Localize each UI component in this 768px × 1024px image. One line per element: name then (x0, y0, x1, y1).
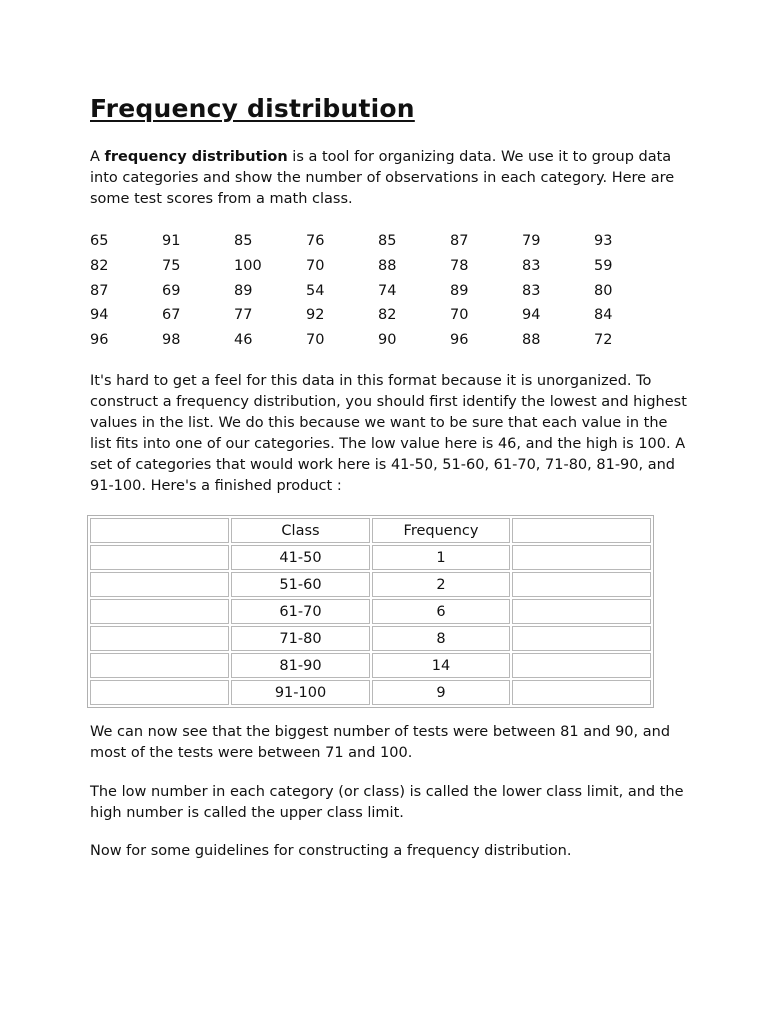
score-cell: 77 (234, 307, 253, 324)
score-cell: 90 (378, 332, 397, 349)
score-cell: 94 (90, 307, 109, 324)
empty-cell (512, 518, 651, 543)
empty-cell (512, 626, 651, 651)
score-cell: 75 (162, 257, 181, 274)
score-cell: 83 (522, 282, 541, 299)
empty-cell (90, 572, 229, 597)
empty-cell (512, 572, 651, 597)
score-cell: 46 (234, 332, 253, 349)
frequency-cell: Frequency (372, 518, 510, 543)
table-row (90, 572, 651, 597)
score-cell: 54 (306, 282, 325, 299)
score-cell: 88 (378, 257, 397, 274)
score-row (90, 279, 666, 304)
empty-cell (512, 545, 651, 570)
empty-cell (512, 653, 651, 678)
class-cell: 61-70 (231, 599, 370, 624)
score-cell: 67 (162, 307, 181, 324)
score-cell: 84 (594, 307, 613, 324)
empty-cell (90, 599, 229, 624)
class-cell: 51-60 (231, 572, 370, 597)
score-cell: 70 (450, 307, 469, 324)
conclusion-paragraph: We can now see that the biggest number of tests were between 81 and 90, and most of the tests were between 71 and 100. (90, 724, 671, 761)
score-cell: 100 (234, 257, 262, 274)
table-row (90, 545, 651, 570)
intro-bold-term: frequency distribution (104, 149, 288, 165)
score-cell: 59 (594, 257, 613, 274)
empty-cell (90, 680, 229, 705)
score-cell: 89 (234, 282, 253, 299)
score-cell: 76 (306, 233, 325, 249)
frequency-table (87, 515, 654, 708)
class-cell: 81-90 (231, 653, 370, 678)
empty-cell (512, 680, 651, 705)
score-cell: 96 (90, 332, 109, 349)
score-cell: 85 (234, 233, 253, 249)
score-cell: 70 (306, 257, 325, 274)
intro-rest: is a tool for organizing data. We use it to group data into categories and show the number of observations in each category. Here are some test scores from a math class. (90, 149, 675, 207)
score-cell: 94 (522, 307, 541, 324)
empty-cell (90, 653, 229, 678)
intro-prefix: A (90, 149, 105, 165)
score-row (90, 254, 666, 279)
guidelines-intro-paragraph: Now for some guidelines for constructing a frequency distribution. (90, 843, 572, 859)
class-cell: Class (231, 518, 370, 543)
class-cell: 41-50 (231, 545, 370, 570)
empty-cell (90, 518, 229, 543)
frequency-cell: 1 (372, 545, 510, 570)
score-cell: 93 (594, 233, 613, 249)
score-cell: 82 (90, 257, 109, 274)
score-cell: 74 (378, 282, 397, 299)
score-cell: 87 (90, 282, 109, 299)
score-cell: 65 (90, 233, 109, 249)
score-row (90, 328, 666, 353)
empty-cell (90, 545, 229, 570)
score-cell: 87 (450, 233, 469, 249)
table-header-row (90, 518, 651, 543)
score-cell: 92 (306, 307, 325, 324)
score-cell: 70 (306, 332, 325, 349)
score-cell: 72 (594, 332, 613, 349)
empty-cell (90, 626, 229, 651)
score-cell: 89 (450, 282, 469, 299)
score-cell: 69 (162, 282, 181, 299)
table-row (90, 626, 651, 651)
class-limit-paragraph: The low number in each category (or class) is called the lower class limit, and the high number is called the upper class limit. (90, 784, 684, 821)
class-cell: 91-100 (231, 680, 370, 705)
score-cell: 88 (522, 332, 541, 349)
score-cell: 82 (378, 307, 397, 324)
frequency-cell: 6 (372, 599, 510, 624)
score-cell: 83 (522, 257, 541, 274)
score-cell: 80 (594, 282, 613, 299)
score-cell: 85 (378, 233, 397, 249)
score-cell: 91 (162, 233, 181, 249)
score-cell: 98 (162, 332, 181, 349)
explanation-paragraph: It's hard to get a feel for this data in this format because it is unorganized. To construct a frequency distribution, you should first identify the lowest and highest values in the list. We do this because we want to be sure that each value in the list fits into one of our categories. The low value here is 46, and the high is 100. A set of categories that would work here is 41-50, 51-60, 61-70, 71-80, 81-90, and 91-100. Here's a finished product : (90, 373, 687, 494)
frequency-cell: 14 (372, 653, 510, 678)
score-cell: 96 (450, 332, 469, 349)
table-row (90, 599, 651, 624)
table-row (90, 680, 651, 705)
table-row (90, 653, 651, 678)
frequency-cell: 9 (372, 680, 510, 705)
score-cell: 78 (450, 257, 469, 274)
test-scores-grid (90, 229, 666, 353)
frequency-cell: 8 (372, 626, 510, 651)
class-cell: 71-80 (231, 626, 370, 651)
intro-paragraph (90, 147, 690, 210)
empty-cell (512, 599, 651, 624)
frequency-cell: 2 (372, 572, 510, 597)
page-title: Frequency distribution (90, 94, 415, 123)
score-row (90, 229, 666, 254)
score-cell: 79 (522, 233, 541, 249)
score-row (90, 303, 666, 328)
